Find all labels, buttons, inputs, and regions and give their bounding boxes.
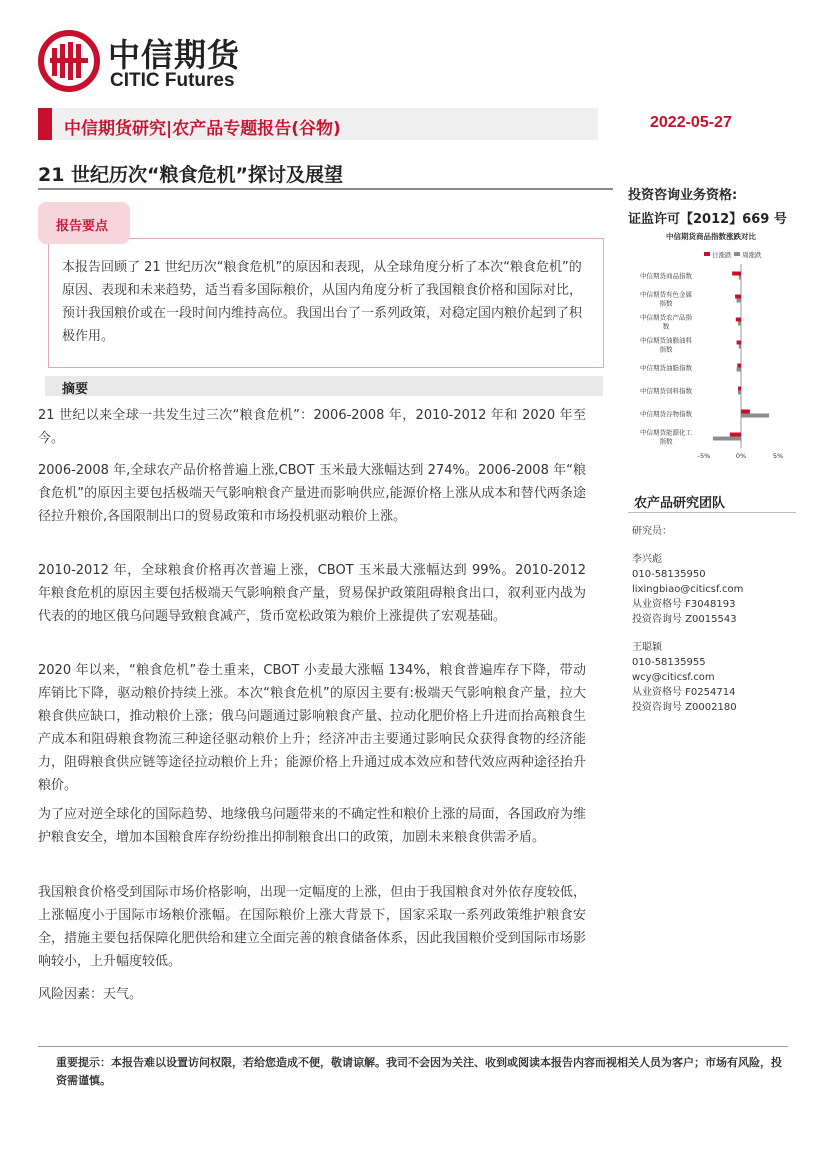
- bar: [738, 387, 741, 391]
- x-tick-label: 5%: [772, 452, 784, 460]
- bar: [739, 276, 741, 280]
- bar: [713, 437, 741, 441]
- summary-paragraph: 为了应对逆全球化的国际趋势、地缘俄乌问题带来的不确定性和粮价上涨的局面，各国政府为维护粮食安全，增加本国粮食库存纷纷推出抑制粮食出口的政策，加剧未来粮食供需矛盾。: [38, 807, 586, 845]
- bar: [738, 322, 741, 326]
- bar: [741, 414, 769, 418]
- researcher-name: 王聪颖: [632, 642, 662, 653]
- chart-title: 中信期货商品指数涨跌对比: [666, 232, 756, 241]
- certification-label: 投资咨询业务资格:: [628, 188, 738, 203]
- bar: [739, 345, 741, 349]
- bar: [735, 295, 741, 299]
- researcher-email[interactable]: wcy@citicsf.com: [632, 672, 715, 683]
- researcher-label: 研究员：: [632, 526, 672, 537]
- researcher-card: [632, 552, 743, 627]
- brand-name-cn: 中信期货: [108, 36, 241, 74]
- researcher-card: [632, 640, 737, 715]
- x-tick-label: -5%: [697, 452, 711, 460]
- researcher-phone: 010-58135955: [632, 657, 706, 668]
- category-label: 中信期货有色金属: [640, 290, 692, 299]
- researcher-email[interactable]: lixingbiao@citicsf.com: [632, 584, 744, 595]
- bar: [736, 318, 741, 322]
- researcher-license: 从业资格号 F0254714: [632, 687, 736, 698]
- legend-label: 日涨跌: [712, 251, 732, 259]
- summary-paragraph: 2006-2008 年,全球农产品价格普遍上涨,CBOT 玉米最大涨幅达到 274%。2006-2008 年“粮食危机”的原因主要包括极端天气影响粮食产量进而影响供应,能源价格上涨从成本和替代两条途径拉升粮价,各国限制出口的贸易政策和市场投机驱动粮价上涨。: [38, 463, 586, 524]
- bar: [737, 368, 741, 372]
- category-label: 指数: [659, 345, 673, 354]
- summary-paragraph: 我国粮食价格受到国际市场价格影响，出现一定幅度的上涨，但由于我国粮食对外依存度较低，上涨幅度小于国际市场粮价涨幅。在国际粮价上涨大背景下，国家采取一系列政策维护粮食安全，措施主要包括保障化肥供给和建立全面完善的粮食储备体系，因此我国粮价受到国际市场影响较小，上升幅度较低。: [38, 885, 586, 969]
- bar: [737, 299, 741, 303]
- category-label: 中信期货商品指数: [640, 272, 692, 280]
- key-points-text: 本报告回顾了 21 世纪历次“粮食危机”的原因和表现，从全球角度分析了本次“粮食危机”的原因、表现和未来趋势，适当看多国际粮价，从国内角度分析了我国粮食价格和国际对比，预计我国粮价或在一段时间内维持高位。我国出台了一系列政策，对稳定国内粮价起到了积极作用。: [62, 260, 583, 344]
- category-label: 中信期货饲料指数: [640, 387, 692, 395]
- x-tick-label: 0%: [735, 452, 747, 460]
- summary-label: 摘要: [62, 382, 89, 397]
- legend-swatch: [734, 252, 740, 256]
- brand-name-en: CITIC Futures: [110, 70, 235, 91]
- researcher-license: 投资咨询号 Z0015543: [632, 614, 737, 625]
- category-label: 中信期货油脂指数: [640, 364, 692, 372]
- legend-swatch: [704, 252, 710, 256]
- category-label: 中信期货农产品指: [640, 313, 692, 322]
- report-date: 2022-05-27: [650, 114, 732, 131]
- category-label: 中信期货油脂油料: [640, 336, 692, 345]
- bar: [741, 410, 750, 414]
- certification-license: 证监许可【2012】669 号: [628, 212, 787, 227]
- bar: [737, 364, 741, 368]
- citic-logo-icon: [38, 30, 100, 92]
- bar: [732, 272, 741, 276]
- summary-paragraph: 21 世纪以来全球一共发生过三次“粮食危机”：2006-2008 年，2010-2012 年和 2020 年至今。: [38, 408, 586, 446]
- commodity-index-chart: [626, 228, 796, 468]
- researcher-phone: 010-58135950: [632, 569, 706, 580]
- category-label: 指数: [659, 437, 673, 446]
- summary-paragraph: 风险因素：天气。: [38, 987, 143, 1002]
- category-label: 指数: [659, 299, 673, 308]
- title-divider: [38, 188, 613, 190]
- bar: [738, 391, 741, 395]
- researcher-license: 投资咨询号 Z0002180: [632, 702, 737, 713]
- category-label: 中信期货谷物指数: [640, 410, 692, 418]
- banner-accent: [38, 108, 52, 140]
- researcher-license: 从业资格号 F3048193: [632, 599, 736, 610]
- report-category: 中信期货研究|农产品专题报告(谷物): [64, 119, 341, 139]
- researcher-name: 李兴彪: [632, 554, 662, 565]
- report-title: 21 世纪历次“粮食危机”探讨及展望: [38, 164, 344, 186]
- summary-bar: [45, 376, 603, 396]
- category-label: 中信期货能源化工: [640, 428, 692, 437]
- key-points-label: 报告要点: [56, 219, 109, 234]
- category-label: 数: [662, 322, 670, 331]
- bar: [730, 433, 741, 437]
- disclaimer: 重要提示：本报告难以设置访问权限，若给您造成不便，敬请谅解。我司不会因为关注、收到或阅读本报告内容而视相关人员为客户；市场有风险，投资需谨慎。: [56, 1056, 782, 1087]
- team-divider: [628, 512, 796, 513]
- bar: [737, 341, 741, 345]
- summary-paragraph: 2020 年以来，“粮食危机”卷土重来，CBOT 小麦最大涨幅 134%，粮食普遍库存下降，带动库销比下降，驱动粮价持续上涨。本次“粮食危机”的原因主要有:极端天气影响粮食产量，拉大粮食供应缺口，推动粮价上涨；俄乌问题通过影响粮食产量、拉动化肥价格上升进而抬高粮食生产成本和阻碍粮食物流三种途径驱动粮价上升；经济冲击主要通过影响民众获得食物的经济能力，阻碍粮食供应链等途径拉动粮价上升；能源价格上升通过成本效应和替代效应两种途径抬升粮价。: [38, 663, 586, 793]
- team-title: 农产品研究团队: [634, 496, 726, 511]
- footer-divider: [38, 1046, 788, 1047]
- legend-label: 周涨跌: [742, 251, 762, 259]
- summary-paragraph: 2010-2012 年，全球粮食价格再次普遍上涨，CBOT 玉米最大涨幅达到 99%。2010-2012 年粮食危机的原因主要包括极端天气影响粮食产量，贸易保护政策阻碍粮食出口，叙利亚内战为代表的的地区俄乌问题导致粮食减产，货币宽松政策为粮价上涨提供了宏观基础。: [38, 563, 586, 624]
